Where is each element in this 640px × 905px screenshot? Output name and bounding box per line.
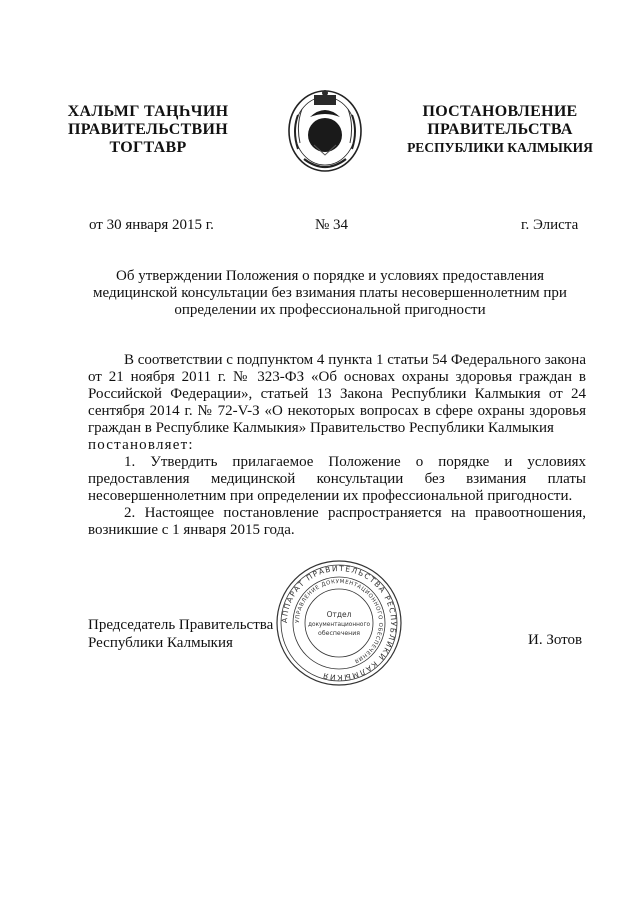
signatory-position-line2: Республики Калмыкия [88,635,233,651]
header-russian-block [400,103,600,157]
header-republic-label: РЕСПУБЛИКИ КАЛМЫКИЯ [407,140,593,155]
decree-title-line1: Об утверждении Положения о порядке и условиях предоставления [115,268,545,284]
header-kalmyk-line2: ПРАВИТЕЛЬСТВИН [67,121,229,138]
header-decree-label: ПОСТАНОВЛЕНИЕ [422,103,578,120]
decree-number: № 34 [315,217,349,233]
stamp-inner-ring-text: УПРАВЛЕНИЕ ДОКУМЕНТАЦИОННОГО ОБЕСПЕЧЕНИЯ [294,578,384,664]
coat-of-arms-emblem-icon [284,85,366,175]
decree-body [88,352,586,539]
clause-1: 1. Утвердить прилагаемое Положение о порядке и условиях предоставления медицинской консультации без взимания платы несовершеннолетним при определении их профессиональной пригодности. [88,454,586,504]
decree-title-line3: определении их профессиональной пригодности [174,302,486,318]
resolves-word: постановляет: [88,437,194,453]
header-kalmyk-line3: ТОГТАВР [109,139,187,156]
signatory-position-line1: Председатель Правительства [88,617,274,633]
decree-title [80,268,580,319]
header-kalmyk-line1: ХАЛЬМГ ТАҢҺЧИН [67,103,229,120]
header-government-label: ПРАВИТЕЛЬСТВА [427,121,573,138]
stamp-center-line2: документационного [307,622,371,628]
decree-city: г. Элиста [521,217,579,233]
stamp-center-line1: Отдел [326,610,352,619]
signatory-name: И. Зотов [528,632,583,648]
stamp-ring-text: АППАРАТ ПРАВИТЕЛЬСТВА РЕСПУБЛИКИ КАЛМЫКИЯ [279,563,399,683]
clause-2: 2. Настоящее постановление распространяется на правоотношения, возникшие с 1 января 2015 года. [88,505,586,538]
header-kalmyk-block [54,103,242,157]
preamble-paragraph: В соответствии с подпунктом 4 пункта 1 статьи 54 Федерального закона от 21 ноября 2011 г. № 323-ФЗ «Об основах охраны здоровья граждан в Российской Федерации», статьей 13 Закона Республики Калмыкия от 24 сентября 2014 г. № 72-V-З «О некоторых вопросах в сфере охраны здоровья граждан в Республике Калмыкия» Правительство Республики Калмыкия [88,352,586,436]
decree-date: от 30 января 2015 г. [89,217,214,233]
signatory-position [88,616,273,652]
decree-title-line2: медицинской консультации без взимания платы несовершеннолетним при [93,285,567,301]
official-stamp [273,557,405,689]
stamp-center-line3: обеспечения [318,630,360,637]
